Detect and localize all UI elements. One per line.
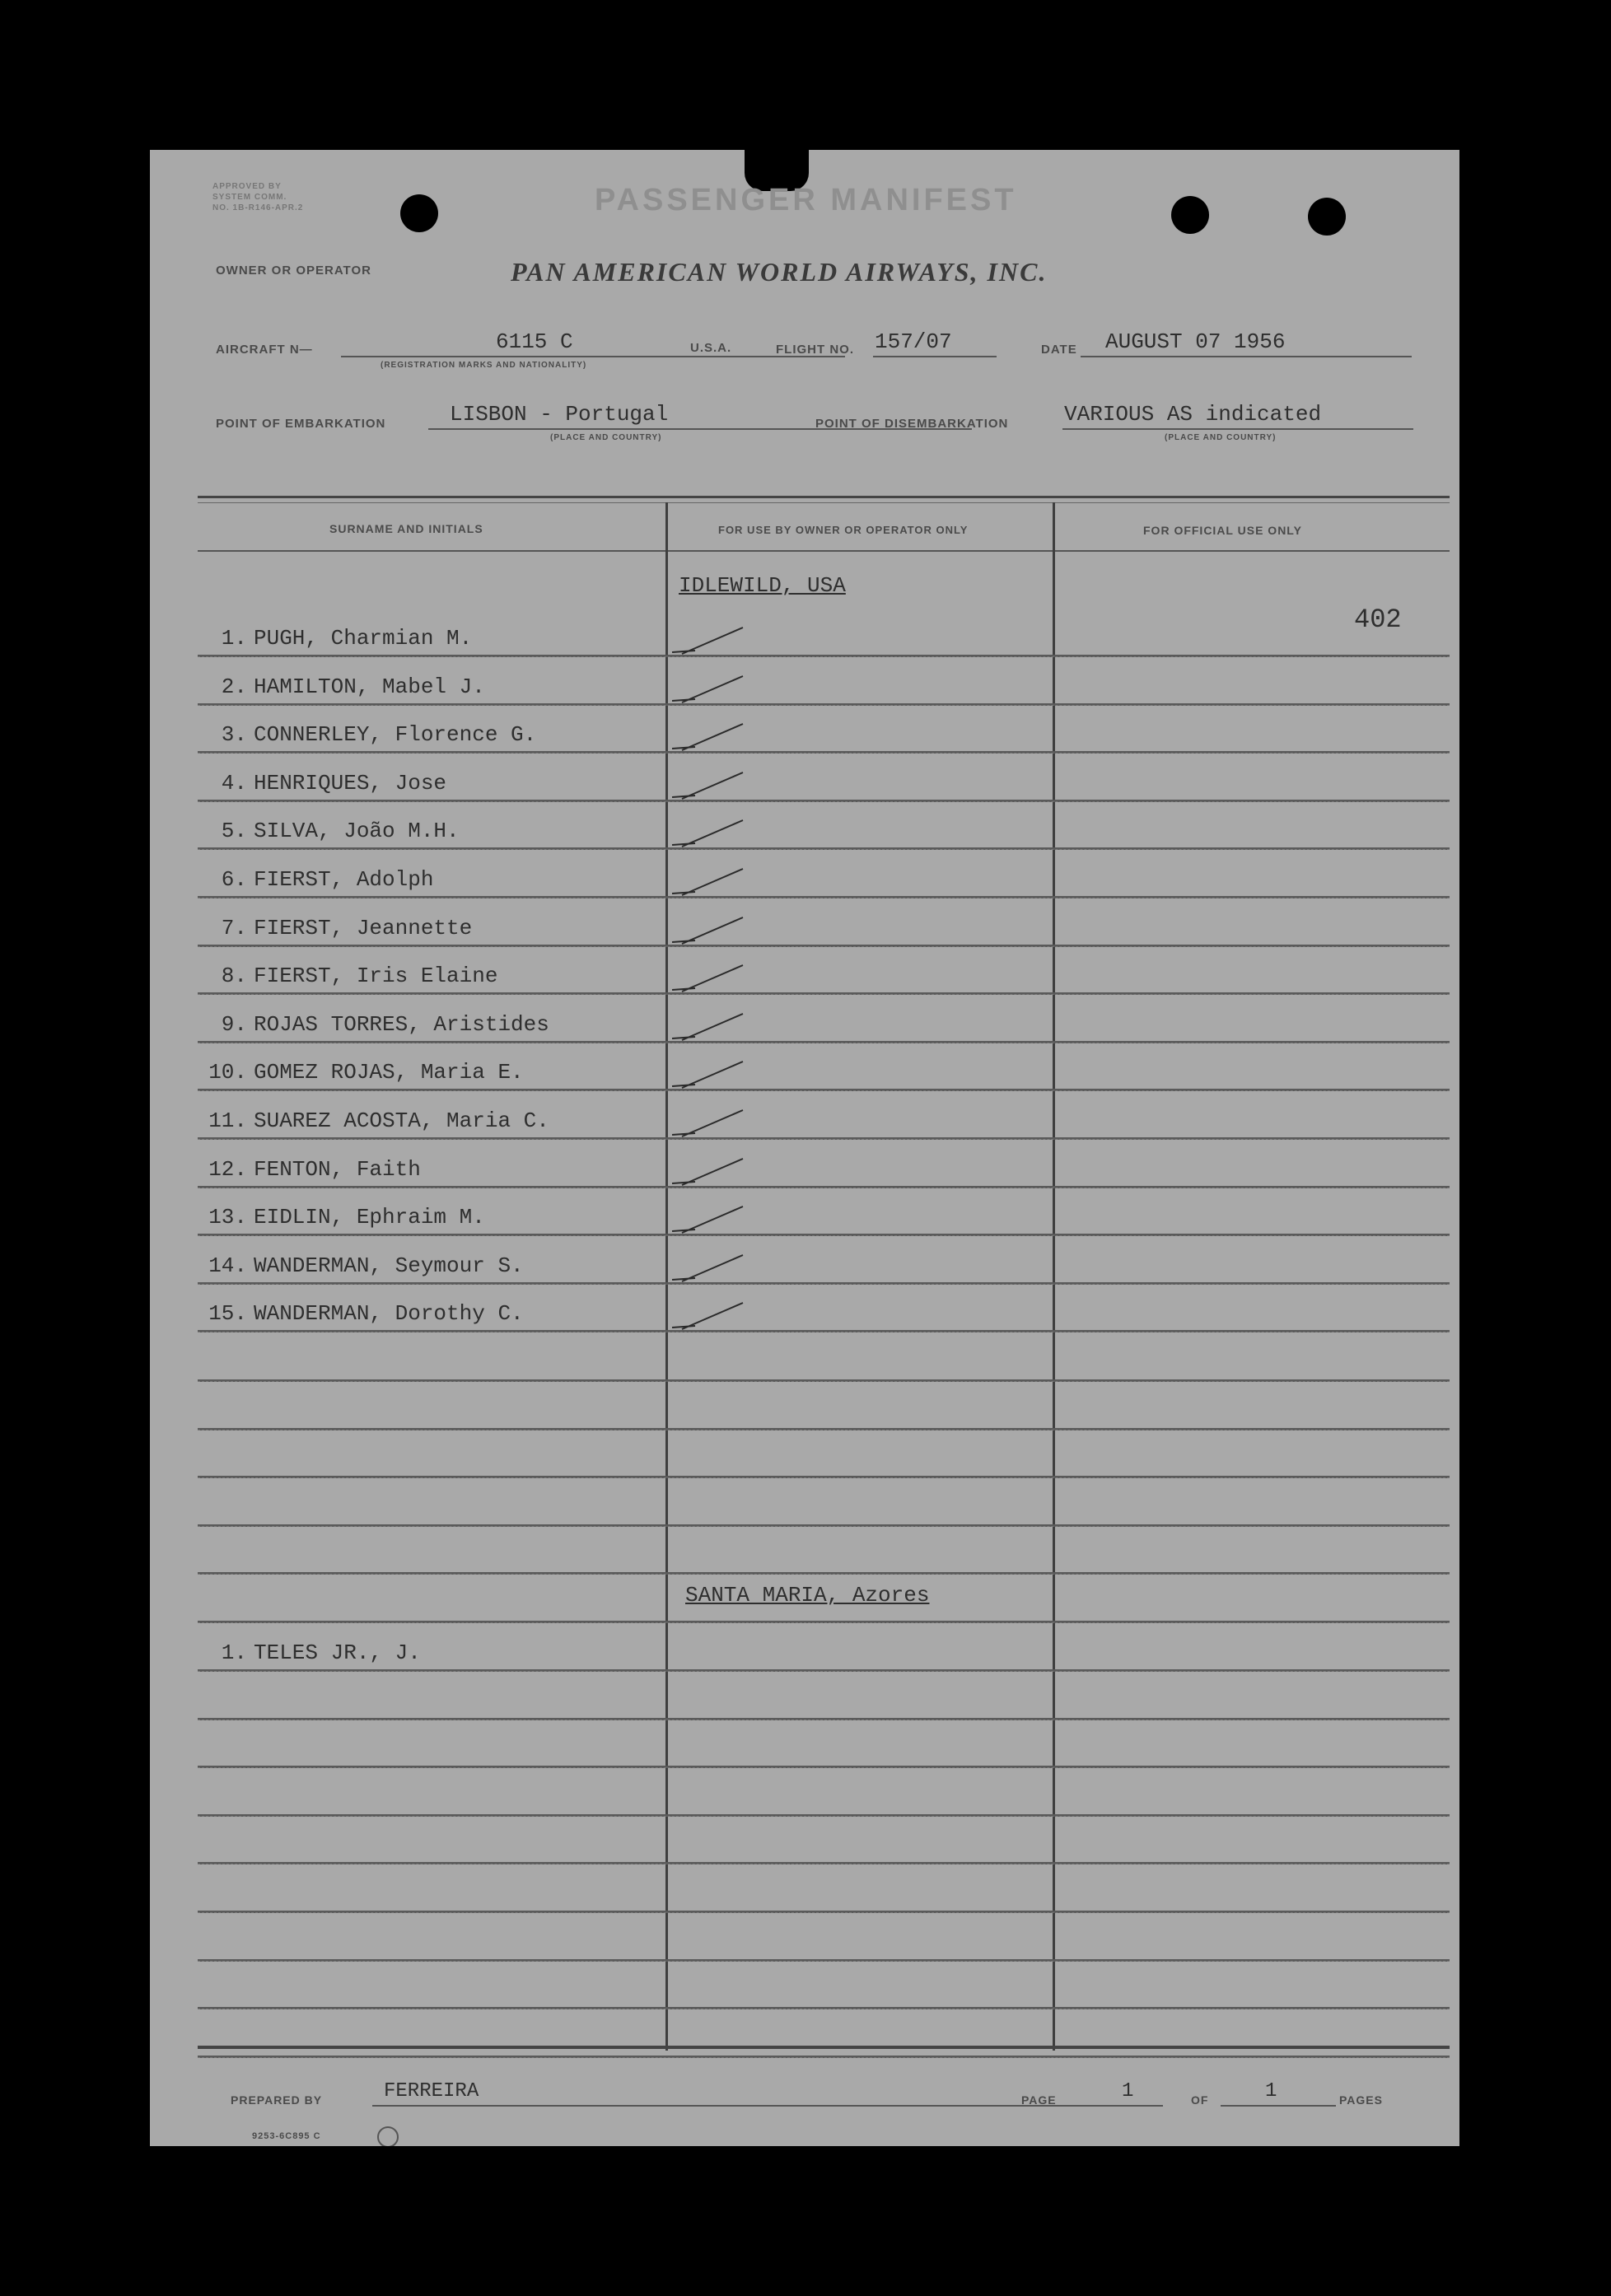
passenger-name: WANDERMAN, Dorothy C. [254, 1301, 524, 1327]
check-mark-icon [670, 1248, 745, 1290]
passenger-name: WANDERMAN, Seymour S. [254, 1253, 524, 1278]
passenger-row [198, 996, 1450, 1043]
passenger-number: 8. [221, 964, 247, 989]
passenger-row [198, 658, 1450, 706]
passenger-row [198, 1720, 1450, 1768]
passenger-number: 6. [221, 867, 247, 892]
punch-hole-left [400, 194, 438, 232]
passenger-row [198, 1673, 1450, 1720]
passenger-name: GOMEZ ROJAS, Maria E. [254, 1060, 524, 1085]
disembark-sub: (PLACE AND COUNTRY) [1165, 433, 1277, 442]
check-mark-icon [670, 1104, 745, 1145]
passenger-number: 14. [208, 1253, 247, 1278]
passenger-number: 4. [221, 770, 247, 796]
passenger-row [198, 1817, 1450, 1864]
passenger-number: 3. [221, 722, 247, 748]
check-mark-icon [670, 1296, 745, 1337]
owner-label: OWNER OR OPERATOR [216, 264, 371, 278]
passenger-row [198, 1430, 1450, 1478]
flight-value: 157/07 [875, 329, 952, 354]
approval-stamp: APPROVED BY SYSTEM COMM. NO. 1B-R146-APR.2 [212, 182, 304, 212]
check-mark-icon [670, 1200, 745, 1241]
check-mark-icon [670, 1152, 745, 1193]
passenger-number: 10. [208, 1060, 247, 1085]
passenger-number: 7. [221, 915, 247, 940]
passenger-row [198, 1383, 1450, 1430]
aircraft-sub: (REGISTRATION MARKS AND NATIONALITY) [381, 361, 587, 370]
passenger-row [198, 1962, 1450, 2009]
passenger-name: CONNERLEY, Florence G. [254, 722, 537, 748]
check-mark-icon [670, 862, 745, 903]
passenger-row [198, 1479, 1450, 1527]
header-surname: SURNAME AND INITIALS [329, 522, 483, 535]
form-code: 9253-6C895 C [252, 2131, 321, 2141]
punch-hole-right-1 [1171, 196, 1209, 234]
passenger-number: 1. [221, 1640, 247, 1665]
page-label: PAGE [1021, 2093, 1057, 2107]
of-label: OF [1191, 2093, 1209, 2107]
passenger-name: SILVA, João M.H. [254, 819, 460, 844]
disembark-value: VARIOUS AS indicated [1064, 402, 1322, 427]
passenger-row [198, 947, 1450, 995]
passenger-row [198, 706, 1450, 754]
passenger-row [198, 2010, 1450, 2058]
passenger-name: FIERST, Iris Elaine [254, 964, 498, 989]
table-top-rule [198, 496, 1450, 498]
passenger-row [198, 1237, 1450, 1285]
check-mark-icon [670, 766, 745, 807]
page-value: 1 [1122, 2080, 1134, 2102]
table-bottom-rule [198, 2046, 1450, 2049]
check-mark-icon [670, 670, 745, 711]
usa-label: U.S.A. [690, 341, 732, 355]
official-number: 402 [1354, 604, 1402, 635]
check-mark-icon [670, 959, 745, 1000]
passenger-number: 1. [221, 626, 247, 651]
form-title: PASSENGER MANIFEST [595, 183, 1017, 217]
passenger-row [198, 754, 1450, 802]
prepared-value: FERREIRA [384, 2080, 479, 2102]
passenger-name: FENTON, Faith [254, 1156, 421, 1182]
passenger-row [198, 1914, 1450, 1962]
embark-sub: (PLACE AND COUNTRY) [550, 433, 662, 442]
passenger-row [198, 1527, 1450, 1575]
passenger-name: HAMILTON, Mabel J. [254, 674, 485, 699]
passenger-name: FIERST, Jeannette [254, 915, 473, 940]
passenger-row [198, 1334, 1450, 1382]
embark-value: LISBON - Portugal [450, 402, 669, 427]
passenger-row [198, 1043, 1450, 1091]
header-operator: FOR USE BY OWNER OR OPERATOR ONLY [718, 524, 969, 536]
passenger-name: FIERST, Adolph [254, 867, 434, 892]
passenger-number: 12. [208, 1156, 247, 1182]
passenger-name: HENRIQUES, Jose [254, 770, 447, 796]
passenger-number: 9. [221, 1011, 247, 1037]
passenger-row [198, 1141, 1450, 1188]
passenger-row [198, 1092, 1450, 1140]
date-value: AUGUST 07 1956 [1105, 329, 1286, 354]
check-mark-icon [670, 1007, 745, 1048]
passenger-row [198, 609, 1450, 657]
passenger-name: SUAREZ ACOSTA, Maria C. [254, 1108, 549, 1133]
passenger-number: 15. [208, 1301, 247, 1327]
check-mark-icon [670, 814, 745, 855]
passenger-row [198, 1188, 1450, 1236]
destination-idlewild: IDLEWILD, USA [679, 573, 846, 598]
manifest-sheet [150, 150, 1459, 2146]
flight-label: FLIGHT NO. [776, 343, 854, 357]
check-mark-icon [670, 1055, 745, 1096]
passenger-number: 11. [208, 1108, 247, 1133]
passenger-row [198, 1624, 1450, 1672]
check-mark-icon [670, 911, 745, 952]
passenger-row [198, 1285, 1450, 1332]
disembark-label: POINT OF DISEMBARKATION [815, 417, 1009, 431]
prepared-label: PREPARED BY [231, 2093, 323, 2107]
punch-hole-right-2 [1308, 198, 1346, 236]
aircraft-label: AIRCRAFT N— [216, 343, 313, 357]
date-label: DATE [1041, 343, 1077, 357]
passenger-row [198, 802, 1450, 850]
passenger-number: 5. [221, 819, 247, 844]
passenger-number: 2. [221, 674, 247, 699]
passenger-name: PUGH, Charmian M. [254, 626, 473, 651]
check-mark-icon [670, 621, 745, 662]
check-mark-icon [670, 717, 745, 758]
pages-label: PAGES [1339, 2093, 1383, 2107]
passenger-name: TELES JR., J. [254, 1640, 421, 1665]
embark-label: POINT OF EMBARKATION [216, 417, 386, 431]
union-label-icon [377, 2126, 399, 2146]
passenger-name: ROJAS TORRES, Aristides [254, 1011, 549, 1037]
of-value: 1 [1265, 2080, 1277, 2102]
destination-santa-maria: SANTA MARIA, Azores [685, 1583, 930, 1608]
passenger-number: 13. [208, 1205, 247, 1230]
header-official: FOR OFFICIAL USE ONLY [1143, 524, 1302, 537]
passenger-row [198, 899, 1450, 947]
passenger-row [198, 1769, 1450, 1817]
owner-value: PAN AMERICAN WORLD AIRWAYS, INC. [511, 257, 1048, 287]
passenger-name: EIDLIN, Ephraim M. [254, 1205, 485, 1230]
passenger-row [198, 851, 1450, 898]
aircraft-value: 6115 C [496, 329, 573, 354]
passenger-row [198, 1865, 1450, 1913]
